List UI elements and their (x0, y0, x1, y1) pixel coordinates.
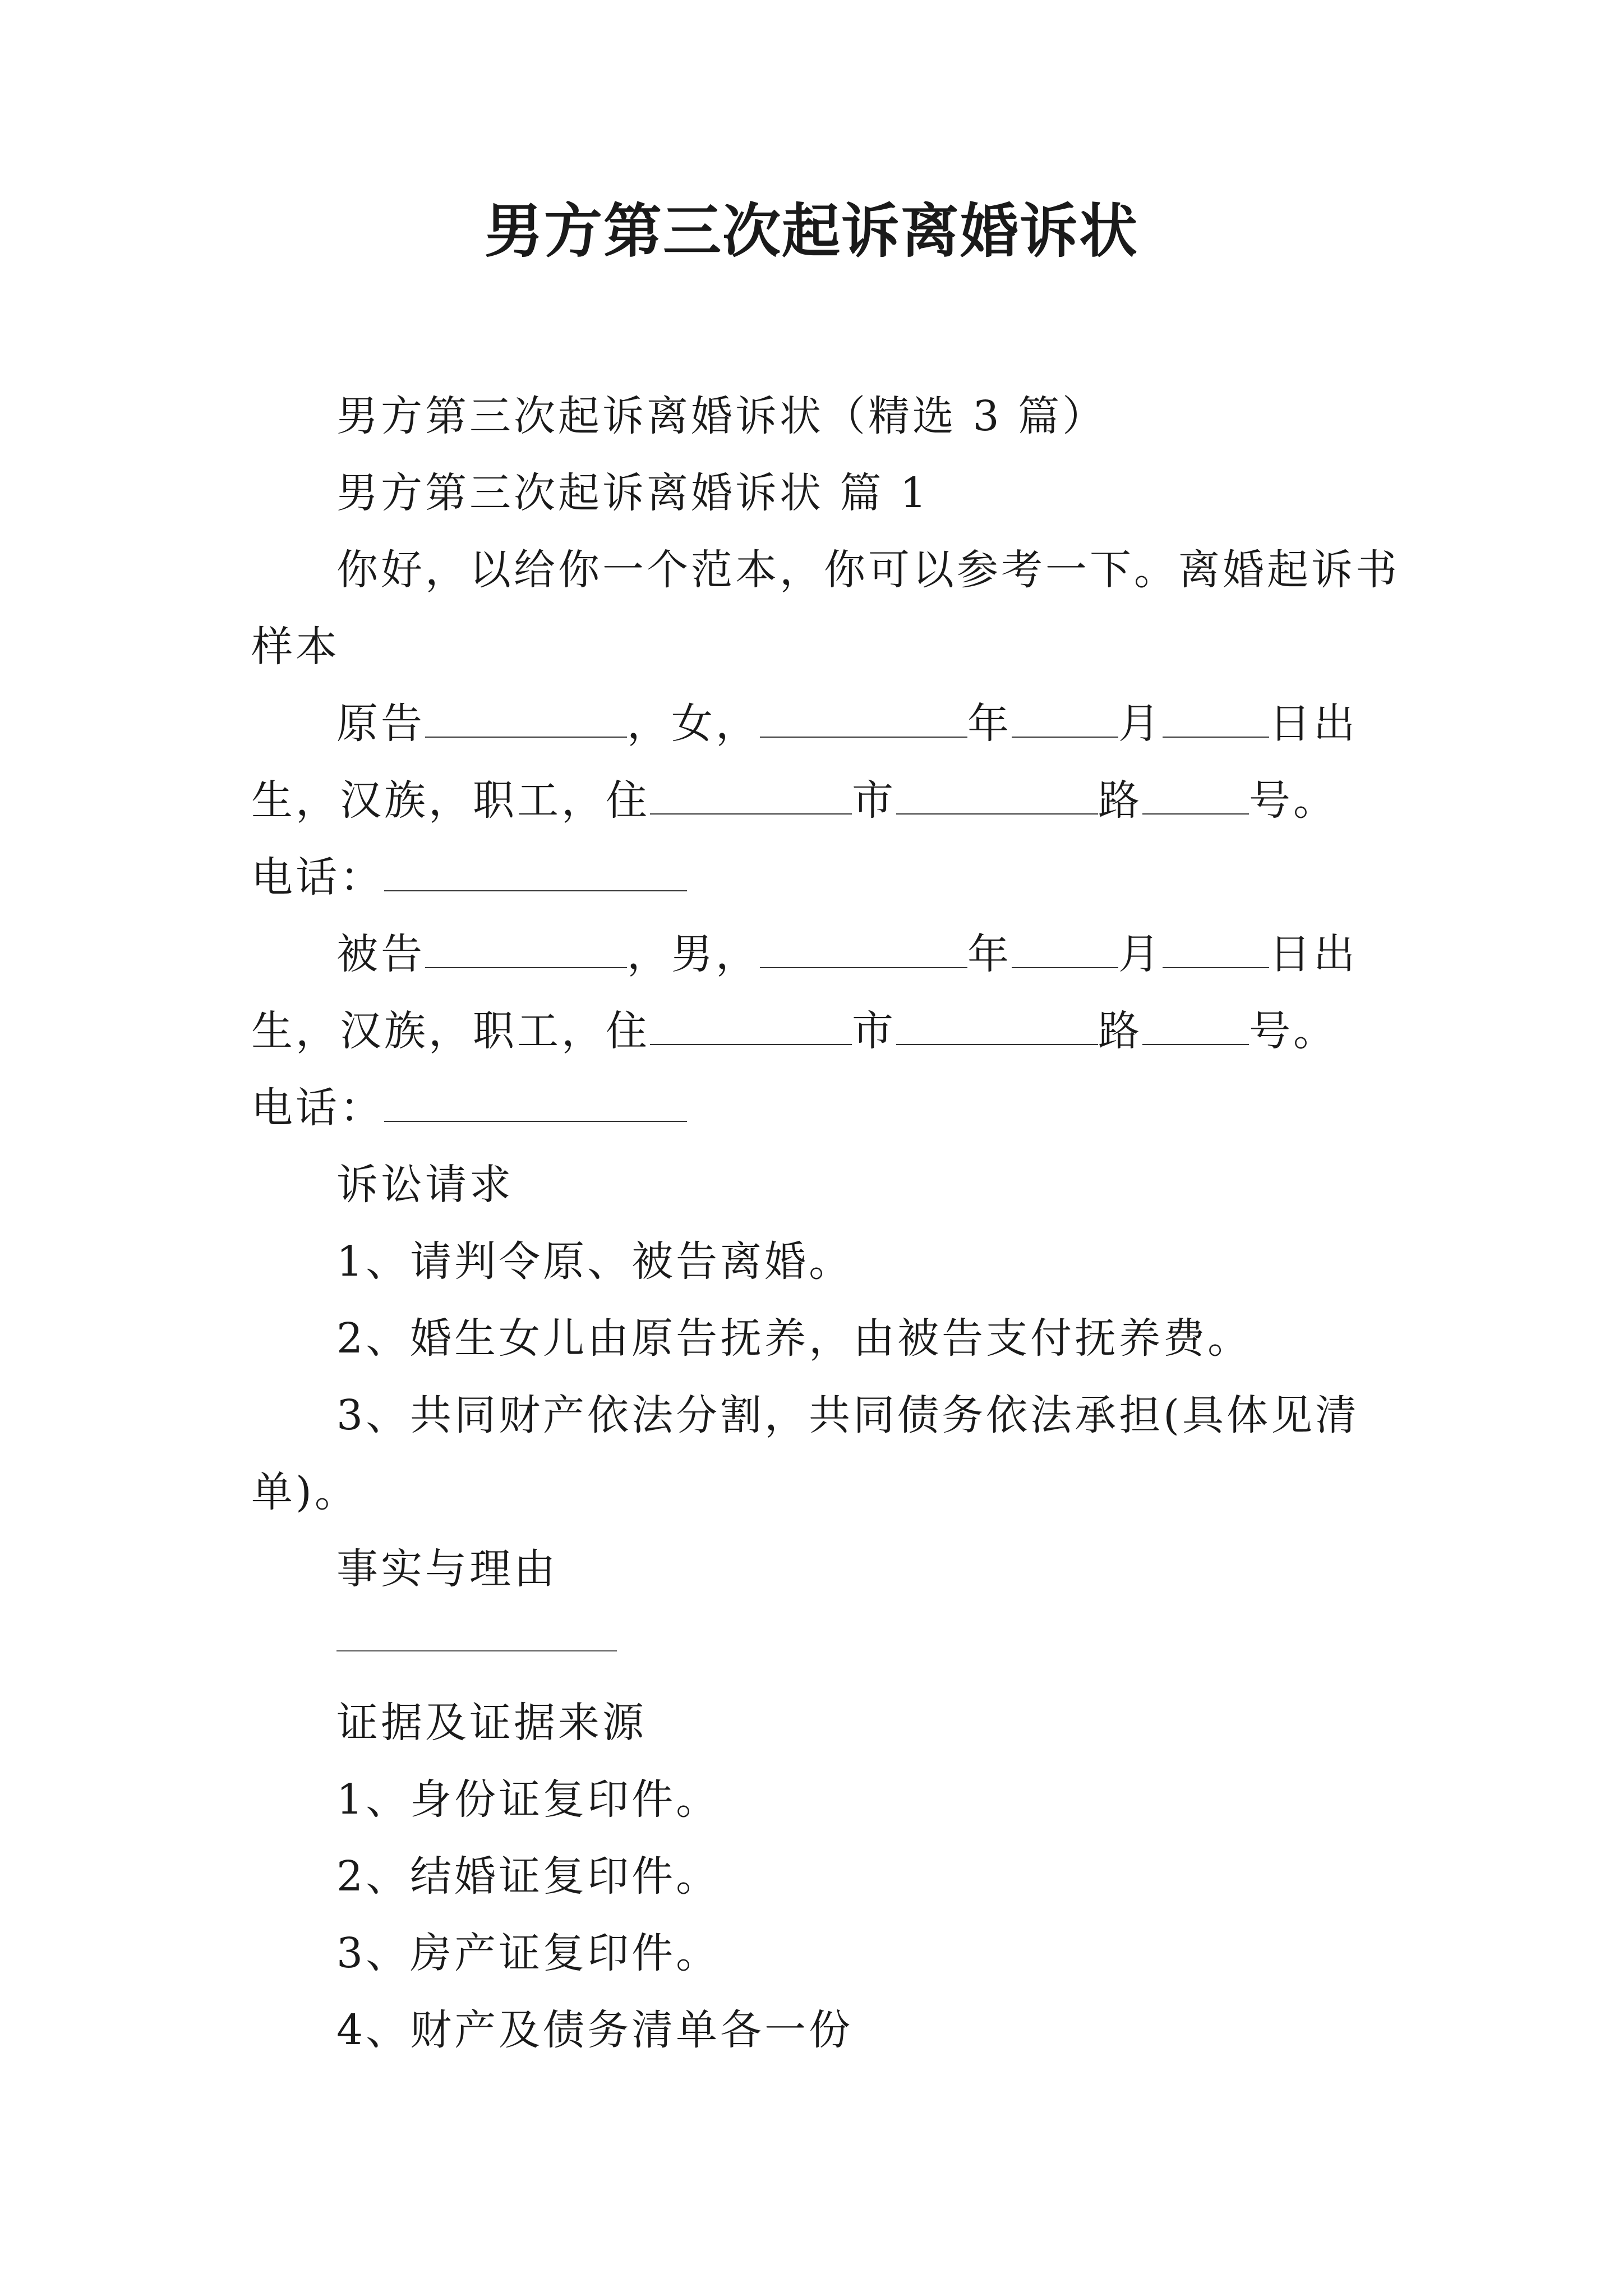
plaintiff-day-blank (1163, 699, 1269, 738)
defendant-city-blank (650, 1006, 852, 1045)
part-heading: 男方第三次起诉离婚诉状 篇 1 (336, 469, 930, 517)
plaintiff-year-blank (760, 699, 967, 738)
defendant-month-blank (1012, 930, 1118, 968)
defendant-address-label: 生，汉族，职工，住 (251, 1007, 650, 1055)
defendant-number-blank (1142, 1006, 1249, 1045)
defendant-day-blank (1163, 930, 1269, 968)
claim-item: 1、请判令原、被告离婚。 (336, 1237, 854, 1286)
plaintiff-day-label: 日出 (1269, 700, 1358, 748)
claim-item-continued: 单)。 (251, 1468, 359, 1516)
plaintiff-number-blank (1142, 776, 1249, 815)
evidence-heading: 证据及证据来源 (336, 1699, 647, 1747)
defendant-number-label: 号。 (1249, 1007, 1338, 1055)
defendant-line-2 (251, 993, 1380, 1070)
evidence-item: 1、身份证复印件。 (336, 1775, 721, 1824)
plaintiff-address-label: 生，汉族，职工，住 (251, 776, 650, 825)
defendant-year-blank (760, 930, 967, 968)
plaintiff-city-blank (650, 776, 852, 815)
evidence-item: 3、房产证复印件。 (336, 1929, 721, 1977)
defendant-road-label: 路 (1098, 1007, 1142, 1055)
facts-blank-line (251, 1608, 1380, 1685)
plaintiff-line-2 (251, 762, 1380, 839)
plaintiff-phone-line (251, 839, 1380, 916)
defendant-road-blank (896, 1006, 1098, 1045)
document-body (251, 378, 1400, 2069)
plaintiff-name-blank (425, 699, 627, 738)
defendant-phone-label: 电话： (251, 1084, 384, 1132)
subtitle: 男方第三次起诉离婚诉状（精选 3 篇） (336, 392, 1107, 440)
defendant-city-label: 市 (852, 1007, 896, 1055)
defendant-name-blank (425, 930, 627, 968)
evidence-item: 4、财产及债务清单各一份 (336, 2006, 854, 2054)
plaintiff-number-label: 号。 (1249, 776, 1338, 825)
defendant-line-1 (251, 916, 1380, 993)
plaintiff-road-label: 路 (1098, 776, 1142, 825)
claims-heading: 诉讼请求 (336, 1161, 514, 1209)
plaintiff-phone-blank (384, 853, 687, 891)
plaintiff-gender: ，女， (627, 700, 760, 748)
document-title: 男方第三次起诉离婚诉状 (484, 196, 1138, 265)
evidence-item: 2、结婚证复印件。 (336, 1852, 721, 1901)
defendant-phone-line (251, 1070, 1380, 1147)
defendant-year-label: 年 (967, 930, 1012, 978)
defendant-label: 被告 (336, 930, 425, 978)
intro-line: 你好，以给你一个范本，你可以参考一下。离婚起诉书 (336, 546, 1400, 594)
plaintiff-city-label: 市 (852, 776, 896, 825)
plaintiff-month-blank (1012, 699, 1118, 738)
plaintiff-year-label: 年 (967, 700, 1012, 748)
plaintiff-label: 原告 (336, 700, 425, 748)
claim-item: 3、共同财产依法分割，共同债务依法承担(具体见清 (336, 1391, 1359, 1439)
defendant-month-label: 月 (1118, 930, 1163, 978)
plaintiff-phone-label: 电话： (251, 853, 384, 901)
intro-line-continued: 样本 (251, 623, 340, 671)
plaintiff-line-1 (251, 685, 1380, 762)
plaintiff-month-label: 月 (1118, 700, 1163, 748)
defendant-gender: ，男， (627, 930, 760, 978)
defendant-phone-blank (384, 1083, 687, 1122)
facts-heading: 事实与理由 (336, 1545, 558, 1593)
facts-blank-rule (336, 1650, 617, 1651)
plaintiff-road-blank (896, 776, 1098, 815)
claim-item: 2、婚生女儿由原告抚养，由被告支付抚养费。 (336, 1314, 1252, 1363)
defendant-day-label: 日出 (1269, 930, 1358, 978)
